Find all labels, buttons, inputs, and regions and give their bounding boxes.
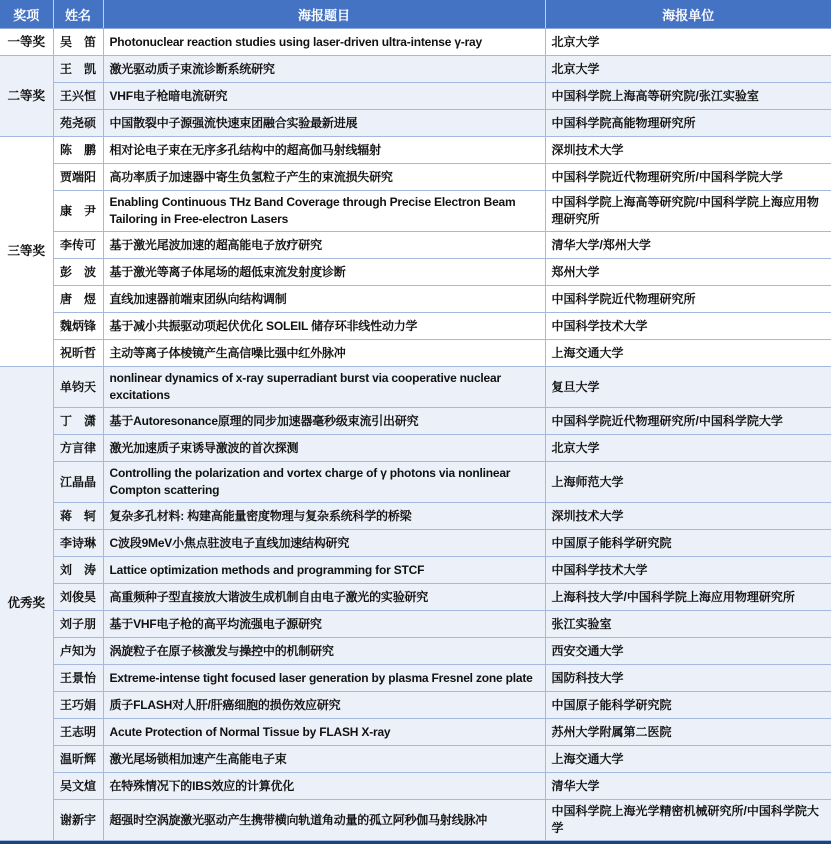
table-row [0, 286, 831, 313]
table-row [0, 800, 831, 841]
name-cell: 吴文煊 [53, 773, 103, 800]
name-cell: 王兴恒 [53, 83, 103, 110]
award-cell: 一等奖 [0, 29, 53, 56]
title-cell: 复杂多孔材料: 构建高能量密度物理与复杂系统科学的桥梁 [103, 503, 545, 530]
name-cell: 祝昕哲 [53, 340, 103, 367]
table-row [0, 692, 831, 719]
name-cell: 唐 煜 [53, 286, 103, 313]
table-row [0, 611, 831, 638]
title-cell: 在特殊情况下的IBS效应的计算优化 [103, 773, 545, 800]
name-cell: 王景怡 [53, 665, 103, 692]
table-header [0, 0, 831, 29]
name-cell: 陈 鹏 [53, 137, 103, 164]
table-row [0, 164, 831, 191]
org-cell: 中国科学院高能物理研究所 [545, 110, 831, 137]
header-row [0, 0, 831, 29]
org-cell: 中国科学院上海高等研究院/张江实验室 [545, 83, 831, 110]
table-row [0, 367, 831, 408]
org-cell: 上海科技大学/中国科学院上海应用物理研究所 [545, 584, 831, 611]
title-cell: Controlling the polarization and vortex charge of γ photons via nonlinear Compton scattering [103, 462, 545, 503]
org-cell: 中国科学技术大学 [545, 313, 831, 340]
org-cell: 中国科学院近代物理研究所/中国科学院大学 [545, 408, 831, 435]
award-group [0, 137, 831, 367]
name-cell: 刘 涛 [53, 557, 103, 584]
org-cell: 中国科学院近代物理研究所/中国科学院大学 [545, 164, 831, 191]
title-cell: 质子FLASH对人肝/肝癌细胞的损伤效应研究 [103, 692, 545, 719]
title-cell: VHF电子枪暗电流研究 [103, 83, 545, 110]
title-cell: 基于VHF电子枪的高平均流强电子源研究 [103, 611, 545, 638]
org-cell: 苏州大学附属第二医院 [545, 719, 831, 746]
header-poster-org: 海报单位 [545, 0, 831, 29]
table-row [0, 29, 831, 56]
org-cell: 国防科技大学 [545, 665, 831, 692]
table-row [0, 313, 831, 340]
name-cell: 温昕辉 [53, 746, 103, 773]
title-cell: 超强时空涡旋激光驱动产生携带横向轨道角动量的孤立阿秒伽马射线脉冲 [103, 800, 545, 841]
header-poster-title: 海报题目 [103, 0, 545, 29]
table-row [0, 83, 831, 110]
award-group [0, 367, 831, 841]
org-cell: 张江实验室 [545, 611, 831, 638]
title-cell: Extreme-intense tight focused laser generation by plasma Fresnel zone plate [103, 665, 545, 692]
name-cell: 方言律 [53, 435, 103, 462]
title-cell: 主动等离子体棱镜产生高信噪比强中红外脉冲 [103, 340, 545, 367]
award-cell: 二等奖 [0, 56, 53, 137]
name-cell: 王 凯 [53, 56, 103, 83]
title-cell: Photonuclear reaction studies using laser-driven ultra-intense γ-ray [103, 29, 545, 56]
name-cell: 苑尧硕 [53, 110, 103, 137]
org-cell: 北京大学 [545, 56, 831, 83]
award-cell: 优秀奖 [0, 367, 53, 841]
title-cell: 基于Autoresonance原理的同步加速器毫秒级束流引出研究 [103, 408, 545, 435]
title-cell: Acute Protection of Normal Tissue by FLASH X-ray [103, 719, 545, 746]
table-row [0, 232, 831, 259]
name-cell: 王志明 [53, 719, 103, 746]
org-cell: 清华大学 [545, 773, 831, 800]
table-row [0, 259, 831, 286]
name-cell: 蒋 轲 [53, 503, 103, 530]
name-cell: 彭 波 [53, 259, 103, 286]
table-row [0, 503, 831, 530]
org-cell: 中国科学院上海高等研究院/中国科学院上海应用物理研究所 [545, 191, 831, 232]
name-cell: 魏炳锋 [53, 313, 103, 340]
table-row [0, 340, 831, 367]
name-cell: 刘子朋 [53, 611, 103, 638]
org-cell: 上海交通大学 [545, 746, 831, 773]
title-cell: 基于减小共振驱动项起伏优化 SOLEIL 储存环非线性动力学 [103, 313, 545, 340]
title-cell: Enabling Continuous THz Band Coverage through Precise Electron Beam Tailoring in Free-electron Lasers [103, 191, 545, 232]
name-cell: 王巧娟 [53, 692, 103, 719]
org-cell: 中国科学院上海光学精密机械研究所/中国科学院大学 [545, 800, 831, 841]
org-cell: 上海师范大学 [545, 462, 831, 503]
org-cell: 深圳技术大学 [545, 137, 831, 164]
org-cell: 中国科学院近代物理研究所 [545, 286, 831, 313]
title-cell: 直线加速器前端束团纵向结构调制 [103, 286, 545, 313]
table-row [0, 462, 831, 503]
table-row [0, 408, 831, 435]
title-cell: 高功率质子加速器中寄生负氢粒子产生的束流损失研究 [103, 164, 545, 191]
table-row [0, 746, 831, 773]
org-cell: 北京大学 [545, 29, 831, 56]
title-cell: 基于激光等离子体尾场的超低束流发射度诊断 [103, 259, 545, 286]
name-cell: 刘俊昊 [53, 584, 103, 611]
award-group [0, 56, 831, 137]
name-cell: 卢知为 [53, 638, 103, 665]
title-cell: 高重频种子型直接放大谐波生成机制自由电子激光的实验研究 [103, 584, 545, 611]
title-cell: nonlinear dynamics of x-ray superradiant burst via cooperative nuclear excitations [103, 367, 545, 408]
table-row [0, 110, 831, 137]
table-row [0, 638, 831, 665]
table-row [0, 137, 831, 164]
table-row [0, 773, 831, 800]
title-cell: Lattice optimization methods and programming for STCF [103, 557, 545, 584]
table-row [0, 557, 831, 584]
name-cell: 贾端阳 [53, 164, 103, 191]
title-cell: 相对论电子束在无序多孔结构中的超高伽马射线辐射 [103, 137, 545, 164]
title-cell: 中国散裂中子源强流快速束团融合实验最新进展 [103, 110, 545, 137]
org-cell: 郑州大学 [545, 259, 831, 286]
name-cell: 单钧天 [53, 367, 103, 408]
title-cell: 基于激光尾波加速的超高能电子放疗研究 [103, 232, 545, 259]
name-cell: 丁 潇 [53, 408, 103, 435]
org-cell: 西安交通大学 [545, 638, 831, 665]
title-cell: 涡旋粒子在原子核激发与操控中的机制研究 [103, 638, 545, 665]
name-cell: 吴 笛 [53, 29, 103, 56]
table-row [0, 584, 831, 611]
header-name: 姓名 [53, 0, 103, 29]
award-cell: 三等奖 [0, 137, 53, 367]
award-group [0, 29, 831, 56]
table-row [0, 719, 831, 746]
title-cell: 激光加速质子束诱导激波的首次探测 [103, 435, 545, 462]
org-cell: 中国原子能科学研究院 [545, 530, 831, 557]
name-cell: 李诗琳 [53, 530, 103, 557]
table-row [0, 665, 831, 692]
org-cell: 上海交通大学 [545, 340, 831, 367]
org-cell: 清华大学/郑州大学 [545, 232, 831, 259]
org-cell: 中国科学技术大学 [545, 557, 831, 584]
title-cell: 激光驱动质子束流诊断系统研究 [103, 56, 545, 83]
name-cell: 李传可 [53, 232, 103, 259]
org-cell: 中国原子能科学研究院 [545, 692, 831, 719]
name-cell: 谢新宇 [53, 800, 103, 841]
name-cell: 江晶晶 [53, 462, 103, 503]
org-cell: 复旦大学 [545, 367, 831, 408]
name-cell: 康 尹 [53, 191, 103, 232]
header-award: 奖项 [0, 0, 53, 29]
org-cell: 深圳技术大学 [545, 503, 831, 530]
org-cell: 北京大学 [545, 435, 831, 462]
table-row [0, 56, 831, 83]
table-row [0, 530, 831, 557]
table-row [0, 191, 831, 232]
title-cell: C波段9MeV小焦点驻波电子直线加速结构研究 [103, 530, 545, 557]
table-row [0, 435, 831, 462]
title-cell: 激光尾场锁相加速产生高能电子束 [103, 746, 545, 773]
